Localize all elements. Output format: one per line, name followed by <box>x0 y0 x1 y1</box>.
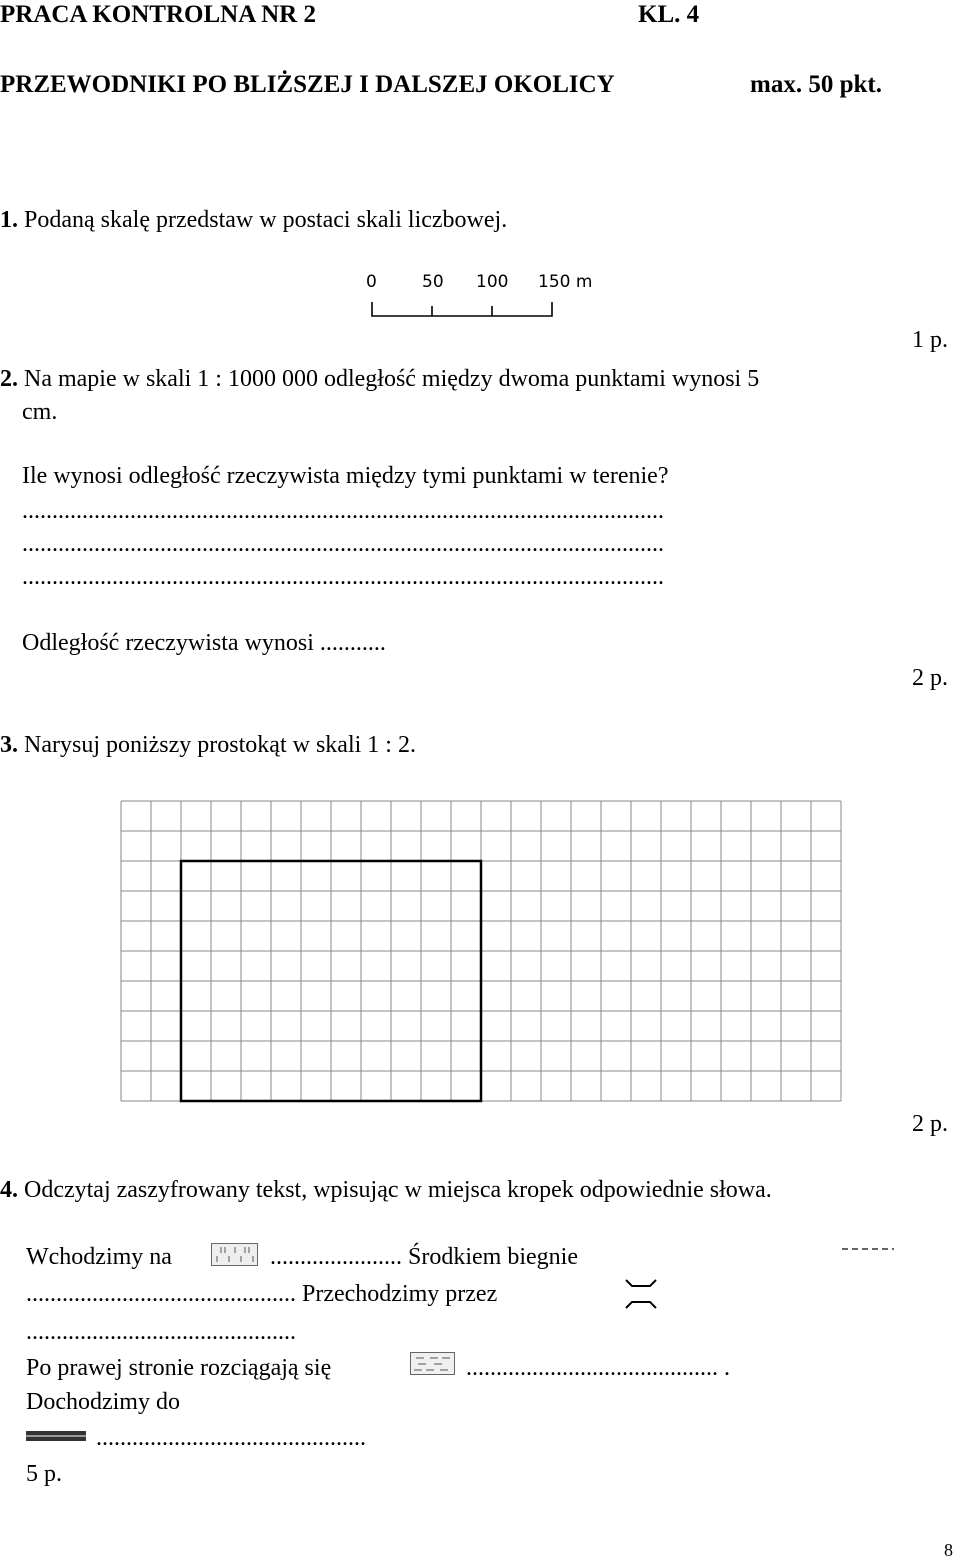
question-number: 1. <box>0 207 18 233</box>
scale-bar <box>368 302 568 322</box>
marsh-symbol-icon <box>410 1352 456 1376</box>
question-text: Odczytaj zaszyfrowany tekst, wpisując w miejsca kropek odpowiednie słowa. <box>24 1177 772 1203</box>
scale-label: 0 <box>366 272 377 292</box>
scale-label: 50 <box>422 272 444 292</box>
worksheet-title: PRACA KONTROLNA NR 2 <box>0 1 316 28</box>
question-number: 4. <box>0 1177 18 1203</box>
class-label: KL. 4 <box>638 1 700 28</box>
cipher-text: Dochodzimy do <box>26 1389 180 1415</box>
scale-label: 100 <box>476 272 509 292</box>
max-points: max. 50 pkt. <box>750 71 882 98</box>
road-symbol-icon <box>26 1431 88 1443</box>
question-1 <box>0 206 507 234</box>
answer-blank[interactable]: .......................................... . <box>466 1355 730 1381</box>
page-number: 8 <box>944 1540 953 1560</box>
scale-label: 150 m <box>538 272 593 292</box>
footpath-symbol-icon <box>842 1246 896 1252</box>
cipher-text: Wchodzimy na <box>26 1244 172 1270</box>
question-number: 3. <box>0 732 18 758</box>
question-3 <box>0 731 416 759</box>
answer-blank[interactable]: ...................... Środkiem biegnie <box>270 1244 578 1270</box>
question-text: Narysuj poniższy prostokąt w skali 1 : 2. <box>24 732 416 758</box>
question-text: Podaną skalę przedstaw w postaci skali liczbowej. <box>24 207 508 233</box>
question-text: Ile wynosi odległość rzeczywista między tymi punktami w terenie? <box>22 463 669 489</box>
question-4 <box>0 1176 772 1204</box>
answer-blank[interactable]: ............................................. <box>26 1319 296 1345</box>
meadow-symbol-icon <box>211 1243 259 1267</box>
points-label: 5 p. <box>26 1461 62 1487</box>
points-label: 2 p. <box>912 1111 948 1137</box>
answer-dots-line[interactable]: ........................................................................................................... <box>22 564 664 590</box>
question-text: Na mapie w skali 1 : 1000 000 odległość między dwoma punktami wynosi 5 <box>24 366 760 392</box>
answer-dots-line[interactable]: ........................................................................................................... <box>22 531 664 557</box>
answer-blank[interactable]: ............................................. <box>96 1425 366 1451</box>
worksheet-topic: PRZEWODNIKI PO BLIŻSZEJ I DALSZEJ OKOLICY <box>0 71 615 98</box>
question-text: cm. <box>22 399 58 425</box>
points-label: 2 p. <box>912 665 948 691</box>
question-number: 2. <box>0 366 18 392</box>
drawing-grid[interactable] <box>120 800 842 1102</box>
answer-label[interactable]: Odległość rzeczywista wynosi ........... <box>22 630 386 656</box>
bridge-symbol-icon <box>622 1274 662 1314</box>
answer-dots-line[interactable]: ........................................................................................................... <box>22 498 664 524</box>
answer-blank[interactable]: ............................................. Przechodzimy przez <box>26 1281 498 1307</box>
cipher-text: Po prawej stronie rozciągają się <box>26 1355 332 1381</box>
points-label: 1 p. <box>912 327 948 353</box>
question-2 <box>0 365 759 393</box>
